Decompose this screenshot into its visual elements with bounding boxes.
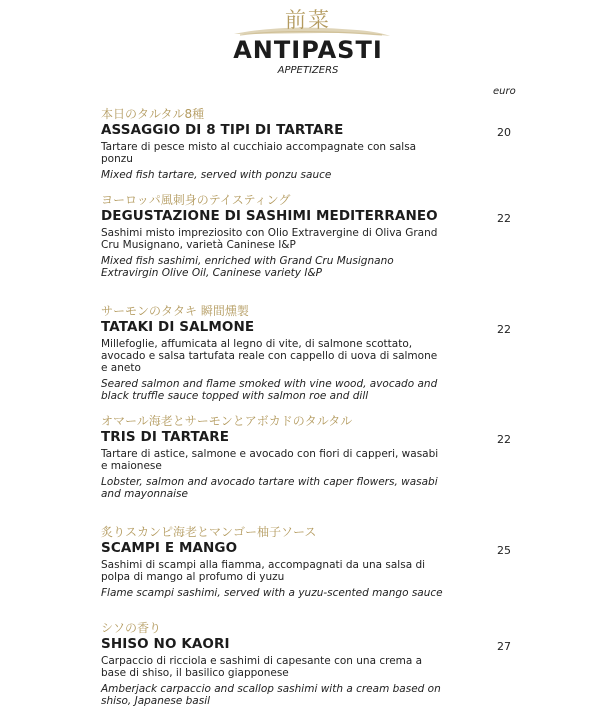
- menu-item: [101, 524, 521, 599]
- item-description-italian: Sashimi misto impreziosito con Olio Extravergine di Oliva Grand Cru Musignano, varietà Caninese I&P: [101, 227, 438, 251]
- japanese-section-title: 前菜: [285, 8, 331, 32]
- section-title: ANTIPASTI: [233, 36, 383, 64]
- item-japanese-name: 本日のタルタル8種: [101, 107, 205, 121]
- currency-label: euro: [493, 86, 516, 97]
- item-description-italian: Carpaccio di ricciola e sashimi di capesante con una crema a base di shiso, il basilico giapponese: [101, 655, 423, 679]
- item-price: 27: [497, 640, 511, 653]
- item-name: SHISO NO KAORI: [101, 636, 230, 652]
- item-description-english: Lobster, salmon and avocado tartare with caper flowers, wasabi and mayonnaise: [101, 476, 438, 500]
- item-description-english: Mixed fish tartare, served with ponzu sauce: [101, 169, 332, 181]
- item-japanese-name: シソの香り: [101, 621, 162, 635]
- item-name: TRIS DI TARTARE: [101, 429, 230, 445]
- item-japanese-name: ヨーロッパ風刺身のテイスティング: [101, 193, 291, 207]
- item-name: TATAKI DI SALMONE: [101, 319, 255, 335]
- item-description-italian: Sashimi di scampi alla fiamma, accompagnati da una salsa di polpa di mango al profumo di yuzu: [101, 559, 426, 583]
- menu-item: [101, 192, 521, 279]
- item-price: 22: [497, 212, 511, 225]
- menu-header: [0, 0, 616, 84]
- item-name: ASSAGGIO DI 8 TIPI DI TARTARE: [101, 122, 344, 138]
- menu-item: [101, 106, 521, 181]
- item-name: SCAMPI E MANGO: [101, 540, 238, 556]
- item-name: DEGUSTAZIONE DI SASHIMI MEDITERRANEO: [101, 208, 438, 224]
- item-description-italian: Millefoglie, affumicata al legno di vite, di salmone scottato, avocado e salsa tartufata reale con cappello di uova di salmone e aneto: [101, 338, 438, 374]
- menu-item: [101, 413, 521, 500]
- item-description-english: Mixed fish sashimi, enriched with Grand Cru Musignano Extravirgin Olive Oil, Caninese variety I&P: [101, 255, 394, 279]
- item-price: 25: [497, 544, 511, 557]
- item-price: 22: [497, 323, 511, 336]
- menu-item: [101, 620, 521, 707]
- item-price: 20: [497, 126, 511, 139]
- menu-item: [101, 303, 521, 402]
- section-subtitle: APPETIZERS: [277, 65, 339, 76]
- item-description-english: Seared salmon and flame smoked with vine wood, avocado and black truffle sauce topped with salmon roe and dill: [101, 378, 438, 402]
- item-description-english: Amberjack carpaccio and scallop sashimi with a cream based on shiso, Japanese basil: [101, 683, 441, 707]
- item-price: 22: [497, 433, 511, 446]
- item-description-italian: Tartare di pesce misto al cucchiaio accompagnate con salsa ponzu: [101, 141, 417, 165]
- item-japanese-name: オマール海老とサーモンとアボカドのタルタル: [101, 414, 353, 428]
- item-description-italian: Tartare di astice, salmone e avocado con fiori di capperi, wasabi e maionese: [101, 448, 439, 472]
- item-japanese-name: 炙りスカンピ海老とマンゴー柚子ソース: [101, 525, 317, 539]
- item-description-english: Flame scampi sashimi, served with a yuzu-scented mango sauce: [101, 587, 443, 599]
- item-japanese-name: サーモンのタタキ 瞬間燻製: [101, 304, 249, 318]
